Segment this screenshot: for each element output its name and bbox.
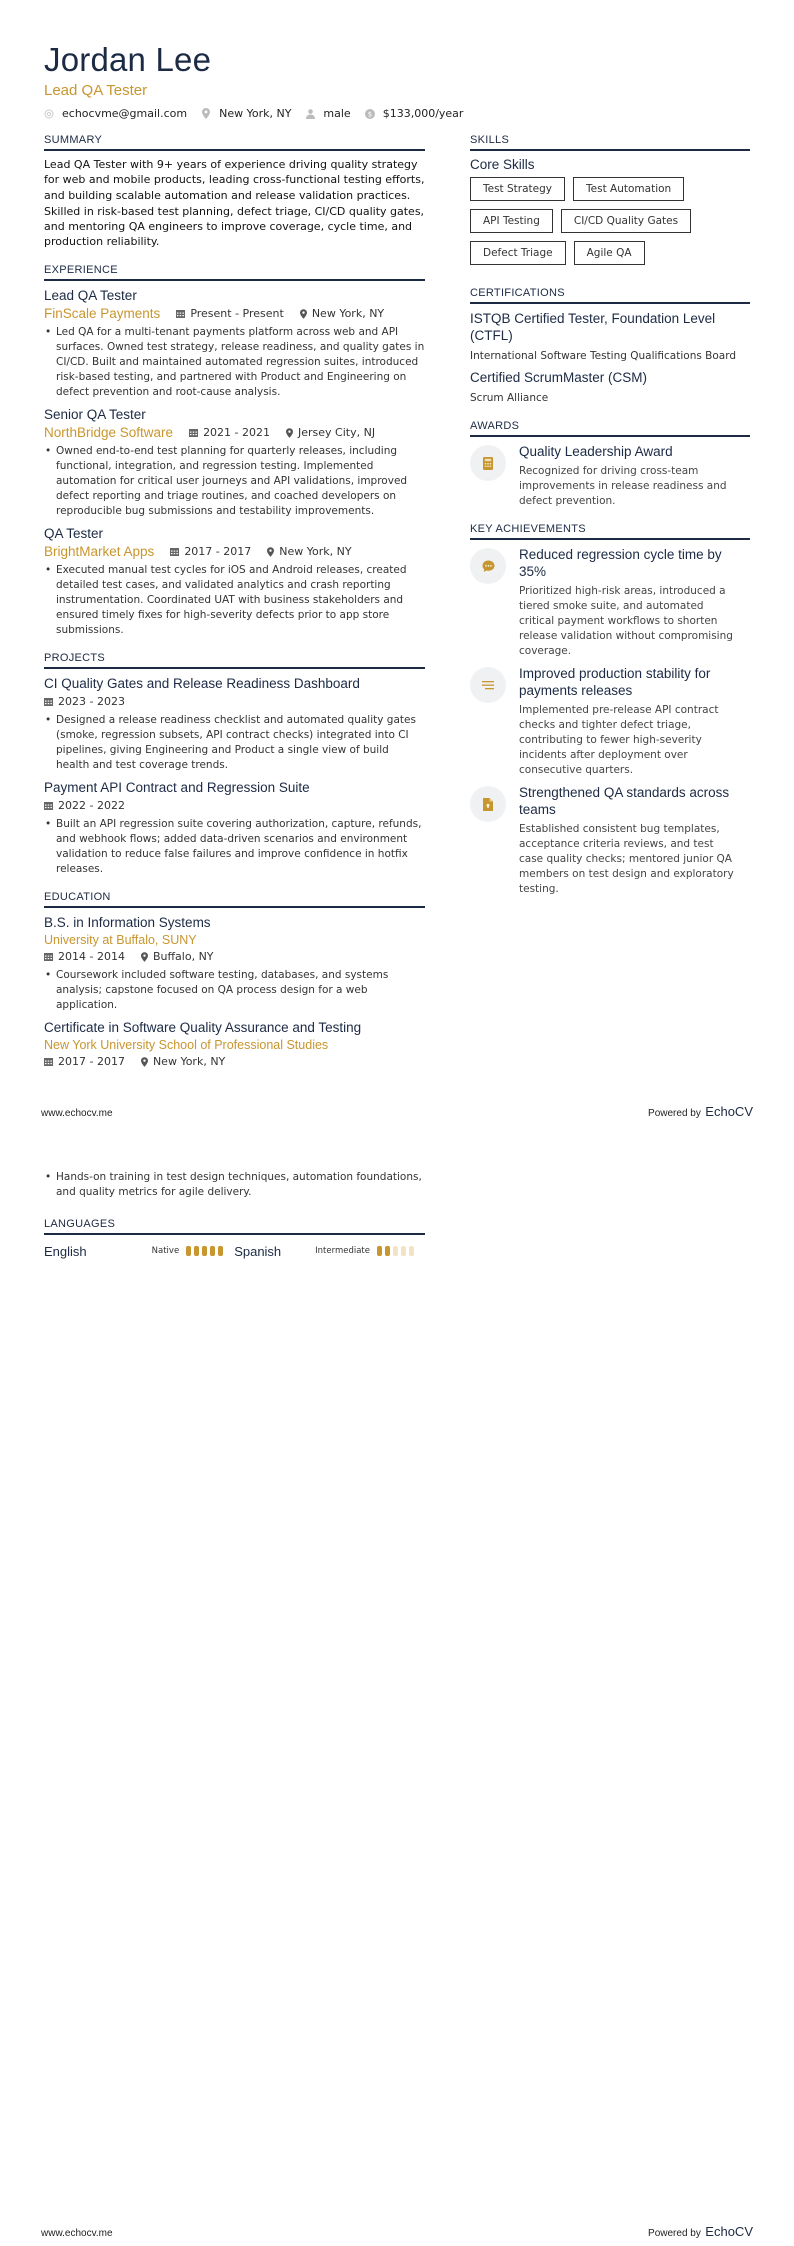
right-column [470,134,750,911]
rating-dot-empty [393,1246,398,1256]
calendar-icon [189,428,198,437]
award-icon-wrap [470,445,506,481]
education-meta [44,1053,425,1071]
user-icon [305,109,315,119]
achievement-description: Implemented pre-release API contract checks and tighter defect triage, contributing to fewer high-severity incidents after deployment over consecutive quarters. [519,704,719,776]
language-level: Native [151,1246,180,1256]
achievement-title: Strengthened QA standards across teams [519,785,730,817]
language-rating [377,1246,417,1256]
section-heading-languages: LANGUAGES [44,1218,425,1235]
job-dates: 2021 - 2021 [189,424,270,442]
calendar-icon [170,547,179,556]
salary-text: $133,000/year [382,107,464,120]
job-title: Senior QA Tester [44,406,146,422]
education-bullet: • Coursework included software testing, databases, and systems analysis; capstone focused on QA process design for a web application. [44,968,425,1013]
language-name: English [44,1243,87,1259]
rating-dot-filled [377,1246,382,1256]
language-rating [186,1246,226,1256]
money-icon [365,109,375,119]
job-bullet: • Owned end-to-end test planning for quarterly releases, including functional, integration, and regression testing. Implemented automation for critical user journeys and API validations, improved defect reporting and triage routines, and coached developers on reproducible bug submissions and testability improvements. [44,444,425,519]
page-two-content [44,1168,425,1275]
calendar-icon [44,697,53,706]
contact-salary [365,107,464,120]
left-column [44,134,425,1085]
job-title: Lead QA Tester [44,287,137,303]
certification-org: Scrum Alliance [470,392,549,404]
contact-row [44,107,477,120]
achievement-title: Improved production stability for payments releases [519,666,711,698]
education-section [44,891,425,1071]
degree-title: Certificate in Software Quality Assurance and Testing [44,1019,362,1035]
certification-org: International Software Testing Qualifications Board [470,350,737,362]
education-location: New York, NY [141,1053,225,1071]
skill-group-title: Core Skills [470,157,535,172]
achievement-icon-wrap [470,667,506,703]
job-meta [44,424,425,442]
rating-dot-filled [218,1246,223,1256]
candidate-name: Jordan Lee [44,41,212,78]
certification-name: ISTQB Certified Tester, Foundation Level (CTFL) [470,311,716,343]
achievement-icon-wrap [470,786,506,822]
job-location: New York, NY [300,305,384,323]
section-heading-skills: SKILLS [470,134,750,151]
contact-location [201,107,291,120]
svg-text:$: $ [367,110,372,119]
job-location: Jersey City, NJ [286,424,375,442]
achievement-title: Reduced regression cycle time by 35% [519,547,722,579]
education-item [44,1019,425,1071]
project-title: Payment API Contract and Regression Suite [44,779,310,795]
project-meta [44,797,425,815]
company-name: BrightMarket Apps [44,543,155,559]
footer-brand[interactable]: EchoCV [705,2224,753,2239]
education-location: Buffalo, NY [141,948,214,966]
calendar-icon [44,1057,53,1066]
footer-url[interactable]: www.echocv.me [41,1108,113,1119]
section-heading-education: EDUCATION [44,891,425,908]
project-bullets [44,817,425,877]
email-text: echocvme@gmail.com [62,107,188,120]
experience-item [44,525,425,638]
project-meta [44,693,425,711]
summary-paragraph: Skilled in risk-based test planning, defect triage, CI/CD quality gates, and mentoring QA engineers to improve coverage, cycle time, and production reliability. [44,204,425,249]
certification-name: Certified ScrumMaster (CSM) [470,370,648,385]
footer-powered: Powered by EchoCV [648,1104,753,1119]
summary-paragraph: Lead QA Tester with 9+ years of experience driving quality strategy for web and mobile products, leading cross-functional testing efforts, and building scalable automation and release validation practices. [44,158,425,202]
education-item [44,914,425,1013]
rating-dot-empty [401,1246,406,1256]
job-bullet: • Executed manual test cycles for iOS and Android releases, created detailed test cases, and validated analytics and crash reporting instrumentation. Coordinated UAT with business stakeholders and ensured timely fixes for high-severity defects prior to app store submissions. [44,563,425,638]
skill-tag: Defect Triage [470,241,566,265]
experience-item [44,406,425,519]
rating-dot-filled [186,1246,191,1256]
achievement-item [470,665,750,778]
achievement-body [519,546,741,659]
section-heading-experience: EXPERIENCE [44,264,425,281]
rating-dot-empty [409,1246,414,1256]
map-pin-icon [267,547,274,557]
lines-icon [482,681,494,690]
map-pin-icon [141,1057,148,1067]
languages-section [44,1218,425,1261]
map-pin-icon [201,109,211,119]
project-bullet: • Built an API regression suite covering authorization, capture, refunds, and webhook flows; added data-driven scenarios and environment validation to reduce false failures and improve confidence in hotfix releases. [44,817,425,877]
job-location: New York, NY [267,543,351,561]
calendar-icon [44,952,53,961]
page-footer [41,2223,753,2241]
map-pin-icon [141,952,148,962]
skill-tag: API Testing [470,209,553,233]
section-heading-certifications: CERTIFICATIONS [470,287,750,304]
project-bullet: • Designed a release readiness checklist and automated quality gates (smoke, regression subsets, API contract checks) integrated into CI pipelines, giving Engineering and Product a single view of build health and test coverage trends. [44,713,425,773]
contact-email [44,107,187,120]
job-bullet: • Led QA for a multi-tenant payments platform across web and API surfaces. Owned test strategy, release readiness, and quality gates in CI/CD. Built and maintained automated regression suites, introduced risk-based testing, and partnered with Product and Engineering on defect prevention and root-cause analysis. [44,325,425,400]
job-bullets [44,325,425,400]
language-level: Intermediate [315,1246,370,1256]
award-title: Quality Leadership Award [519,444,673,459]
education-dates: 2017 - 2017 [44,1053,125,1071]
footer-brand[interactable]: EchoCV [705,1104,753,1119]
footer-powered: Powered by EchoCV [648,2224,753,2239]
page-footer [41,1103,753,1121]
skill-tag: Test Automation [573,177,684,201]
project-dates: 2023 - 2023 [44,693,125,711]
section-heading-achievements: KEY ACHIEVEMENTS [470,523,750,540]
summary-section [44,134,425,250]
achievement-body [519,784,741,897]
skills-section [470,134,750,273]
rating-dot-filled [210,1246,215,1256]
skill-tag: Test Strategy [470,177,565,201]
skill-tags [470,177,710,273]
job-meta [44,543,425,561]
job-bullets [44,444,425,519]
award-description: Recognized for driving cross-team improvements in release readiness and defect prevention. [519,465,727,507]
achievement-item [470,546,750,659]
achievement-item [470,784,750,897]
award-body [519,443,741,509]
contact-gender [305,107,350,120]
job-dates: 2017 - 2017 [170,543,251,561]
company-name: NorthBridge Software [44,424,174,440]
job-dates: Present - Present [176,305,284,323]
calendar-icon [44,801,53,810]
project-title: CI Quality Gates and Release Readiness Dashboard [44,675,360,691]
project-bullets [44,713,425,773]
map-pin-icon [286,428,293,438]
chat-bubble-icon [482,560,495,573]
job-meta [44,305,425,323]
certifications-section [470,287,750,406]
education-bullet: • Hands-on training in test design techniques, automation foundations, and quality metrics for agile delivery. [44,1170,425,1200]
rating-dot-filled [202,1246,207,1256]
experience-section [44,264,425,638]
language-list [44,1241,425,1261]
achievement-icon-wrap [470,548,506,584]
location-text: New York, NY [219,107,292,120]
achievement-description: Established consistent bug templates, acceptance criteria reviews, and test case quality checks; mentored junior QA members on test design and exploratory testing. [519,823,734,895]
education-bullets [44,1170,425,1200]
education-dates: 2014 - 2014 [44,948,125,966]
at-sign-icon [44,109,54,119]
map-pin-icon [300,309,307,319]
project-item [44,779,425,877]
company-name: FinScale Payments [44,305,161,321]
projects-section [44,652,425,877]
file-upload-icon [483,798,493,811]
candidate-title: Lead QA Tester [44,82,148,99]
section-heading-awards: AWARDS [470,420,750,437]
achievement-description: Prioritized high-risk areas, introduced a tiered smoke suite, and automated critical payment workflows to shorten release validation without compromising coverage. [519,585,733,657]
skill-tag: Agile QA [574,241,645,265]
language-name: Spanish [234,1243,282,1259]
footer-url[interactable]: www.echocv.me [41,2228,113,2239]
calculator-icon [483,457,493,470]
education-bullets [44,968,425,1013]
awards-section [470,420,750,509]
job-bullets [44,563,425,638]
school-name: University at Buffalo, SUNY [44,932,197,947]
rating-dot-filled [385,1246,390,1256]
school-name: New York University School of Professional Studies [44,1037,329,1052]
achievement-body [519,665,741,778]
project-item [44,675,425,773]
experience-item [44,287,425,400]
degree-title: B.S. in Information Systems [44,914,211,930]
job-title: QA Tester [44,525,104,541]
project-dates: 2022 - 2022 [44,797,125,815]
award-item [470,443,750,509]
section-heading-projects: PROJECTS [44,652,425,669]
achievements-section [470,523,750,897]
education-meta [44,948,425,966]
section-heading-summary: SUMMARY [44,134,425,151]
resume-header [44,40,477,120]
gender-text: male [323,107,351,120]
rating-dot-filled [194,1246,199,1256]
calendar-icon [176,309,185,318]
skill-tag: CI/CD Quality Gates [561,209,691,233]
